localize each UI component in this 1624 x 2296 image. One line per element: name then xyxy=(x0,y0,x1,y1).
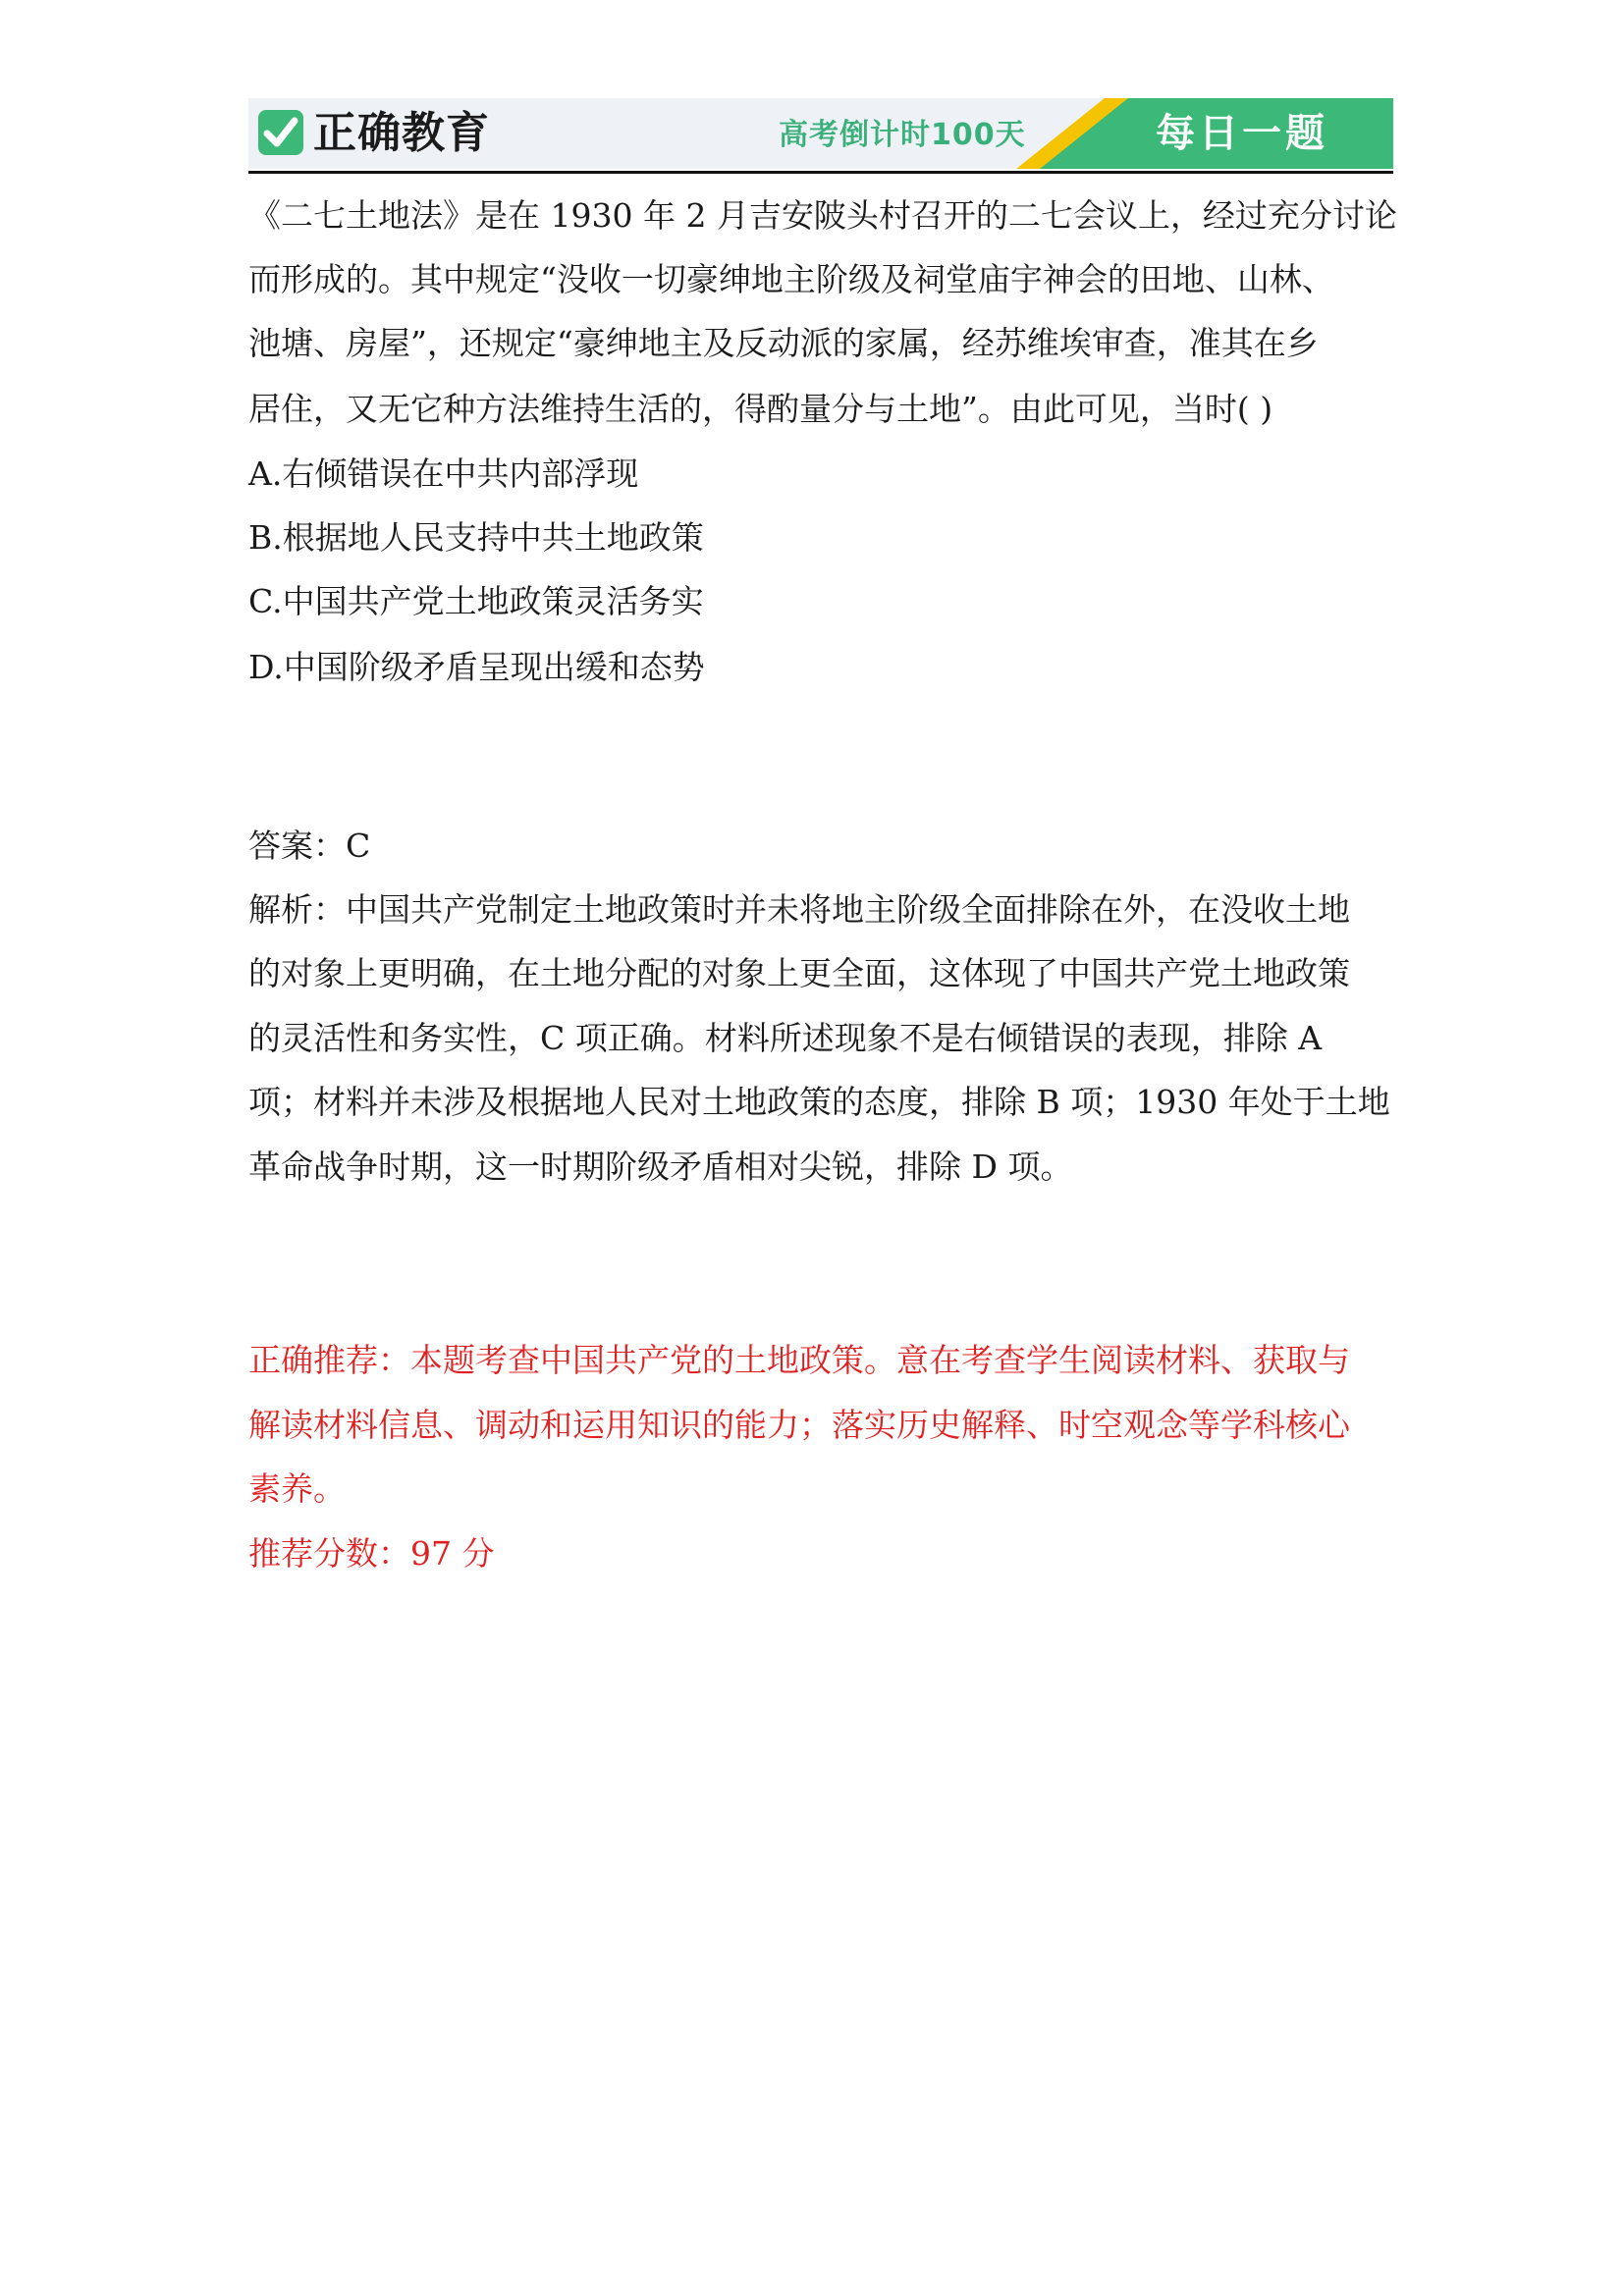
recommend-line: 素养。 xyxy=(248,1469,346,1508)
option-a: A.右倾错误在中共内部浮现 xyxy=(248,454,639,493)
question-line: 《二七土地法》是在 1930 年 2 月吉安陂头村召开的二七会议上，经过充分讨论 xyxy=(248,196,1397,235)
countdown-label: 高考倒计时100天 xyxy=(779,118,1026,152)
analysis-line: 解析：中国共产党制定土地政策时并未将地主阶级全面排除在外，在没收土地 xyxy=(248,890,1350,929)
header-banner xyxy=(248,98,1393,169)
option-b: B.根据地人民支持中共土地政策 xyxy=(248,518,704,557)
check-icon xyxy=(258,110,303,155)
option-c: C.中国共产党土地政策灵活务实 xyxy=(248,582,704,620)
recommend-line: 正确推荐：本题考查中国共产党的土地政策。意在考查学生阅读材料、获取与 xyxy=(248,1341,1350,1379)
question-line: 池塘、房屋”，还规定“豪绅地主及反动派的家属，经苏维埃审查，准其在乡 xyxy=(248,324,1319,362)
answer-label: 答案：C xyxy=(248,827,371,865)
analysis-line: 项；材料并未涉及根据地人民对土地政策的态度，排除 B 项；1930 年处于土地 xyxy=(248,1083,1390,1121)
option-d: D.中国阶级矛盾呈现出缓和态势 xyxy=(248,648,705,686)
question-line: 居住，又无它种方法维持生活的，得酌量分与土地”。由此可见，当时( ) xyxy=(248,390,1273,428)
question-line: 而形成的。其中规定“没收一切豪绅地主阶级及祠堂庙宇神会的田地、山林、 xyxy=(248,260,1334,298)
analysis-line: 革命战争时期，这一时期阶级矛盾相对尖锐，排除 D 项。 xyxy=(248,1148,1073,1186)
daily-question-label: 每日一题 xyxy=(1156,111,1328,156)
recommend-score: 推荐分数：97 分 xyxy=(248,1534,495,1573)
analysis-line: 的灵活性和务实性，C 项正确。材料所述现象不是右倾错误的表现，排除 A xyxy=(248,1019,1323,1057)
brand-name: 正确教育 xyxy=(313,108,490,158)
header-divider xyxy=(248,171,1393,174)
recommend-line: 解读材料信息、调动和运用知识的能力；落实历史解释、时空观念等学科核心 xyxy=(248,1406,1350,1444)
analysis-line: 的对象上更明确，在土地分配的对象上更全面，这体现了中国共产党土地政策 xyxy=(248,954,1350,992)
